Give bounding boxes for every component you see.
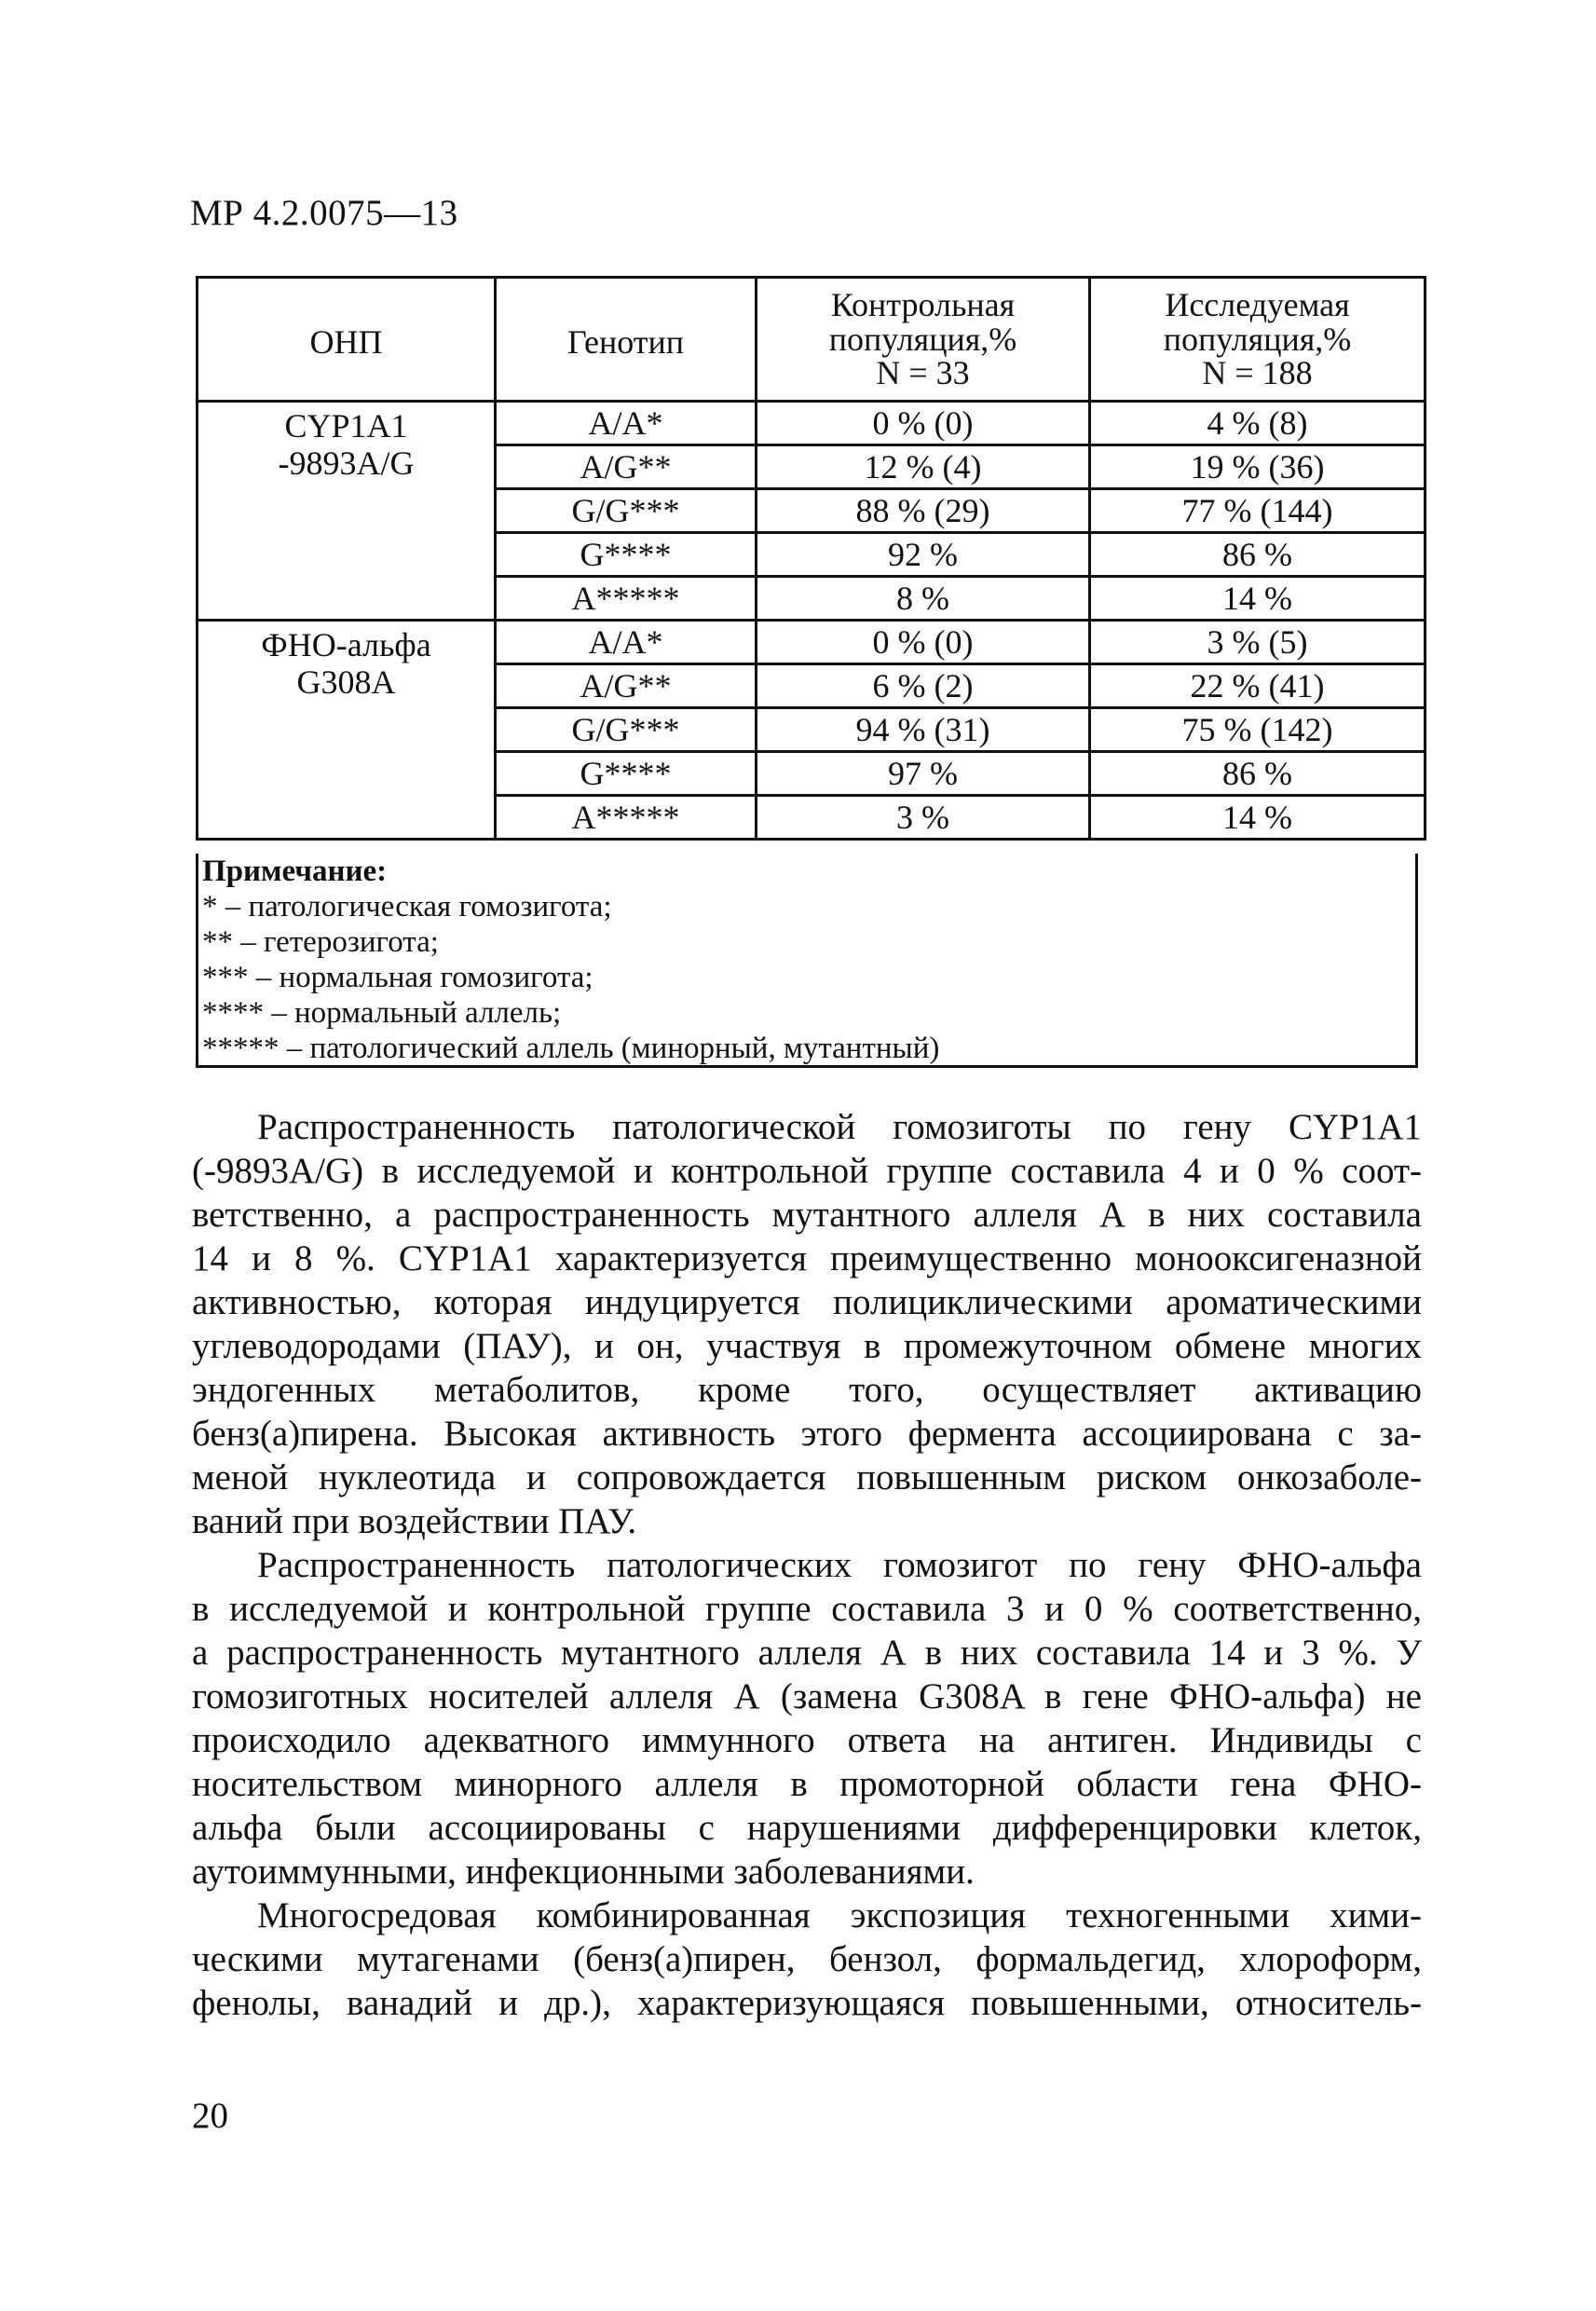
control-cell: 94 % (31) (757, 708, 1090, 752)
study-cell: 86 % (1090, 533, 1425, 577)
genotype-cell: A/G** (496, 664, 757, 708)
table-row (198, 621, 1425, 664)
document-code: МР 4.2.0075—13 (190, 193, 458, 233)
control-cell: 88 % (29) (757, 489, 1090, 533)
control-cell: 0 % (0) (757, 621, 1090, 664)
note-item: * – патологическая гомозигота; (202, 890, 612, 923)
column-header-control: Контрольная популяция,% N = 33 (757, 278, 1090, 402)
genotype-cell: A***** (496, 796, 757, 840)
note-title: Примечание: (202, 855, 388, 888)
control-cell: 8 % (757, 577, 1090, 621)
snp-cell-cyp1a1: CYP1A1 -9893A/G (198, 402, 496, 621)
control-cell: 12 % (4) (757, 445, 1090, 489)
study-cell: 14 % (1090, 577, 1425, 621)
table-header-row (198, 278, 1425, 402)
note-item: *** – нормальная гомозигота; (202, 961, 593, 994)
control-cell: 92 % (757, 533, 1090, 577)
study-cell: 4 % (8) (1090, 402, 1425, 445)
genotype-cell: G**** (496, 752, 757, 796)
column-header-snp: ОНП (198, 278, 496, 402)
study-cell: 75 % (142) (1090, 708, 1425, 752)
snp-cell-tnf-alpha: ФНО-альфа G308A (198, 621, 496, 840)
note-item: ** – гетерозигота; (202, 925, 439, 959)
column-header-study: Исследуемая популяция,% N = 188 (1090, 278, 1425, 402)
genotype-cell: A***** (496, 577, 757, 621)
study-cell: 3 % (5) (1090, 621, 1425, 664)
study-cell: 14 % (1090, 796, 1425, 840)
genotype-table-wrapper (196, 276, 1424, 841)
study-cell: 19 % (36) (1090, 445, 1425, 489)
control-cell: 3 % (757, 796, 1090, 840)
control-cell: 97 % (757, 752, 1090, 796)
column-header-genotype: Генотип (496, 278, 757, 402)
genotype-cell: A/A* (496, 402, 757, 445)
study-cell: 22 % (41) (1090, 664, 1425, 708)
genotype-cell: A/A* (496, 621, 757, 664)
paragraph-tnf-alpha: Распространенность патологических гомозигот по гену ФНО-альфа в исследуемой и контрольной группе составила 3 и 0 % соответственно, а распространенность мутантного аллеля А в них составила 14 и 3 %. У гомозиготных носителей аллеля А (замена G308A в гене ФНО-альфа) не происходило адекватного иммунного ответа на антиген. Индивиды с носительством минорного аллеля в промоторной области гена ФНО- альфа были ассоциированы с нарушениями дифференцировки клеток, аутоиммунными, инфекционными заболеваниями. (192, 1545, 1422, 1892)
study-cell: 86 % (1090, 752, 1425, 796)
genotype-cell: G/G*** (496, 489, 757, 533)
genotype-cell: A/G** (496, 445, 757, 489)
table-note (196, 854, 1418, 1068)
note-item: **** – нормальный аллель; (202, 996, 562, 1030)
genotype-cell: G/G*** (496, 708, 757, 752)
paragraph-cyp1a1: Распространенность патологической гомозиготы по гену CYP1A1 (-9893A/G) в исследуемой и контрольной группе составила 4 и 0 % соот- ветственно, а распространенность мутантного аллеля А в них составила 14 и 8 %. CYP1A1 характеризуется преимущественно монооксигеназной активностью, которая индуцируется полициклическими ароматическими углеводородами (ПАУ), и он, участвуя в промежуточном обмене многих эндогенных метаболитов, кроме того, осуществляет активацию бенз(а)пирена. Высокая активность этого фермента ассоциирована с за- меной нуклеотида и сопровождается повышенным риском онкозаболе- ваний при воздействии ПАУ. (192, 1107, 1422, 1541)
page-number: 20 (192, 2096, 228, 2136)
paragraph-exposure: Многосредовая комбинированная экспозиция техногенными хими- ческими мутагенами (бенз(а)пирен, бензол, формальдегид, хлороформ, фенолы, ванадий и др.), характеризующаяся повышенными, относитель- (192, 1895, 1422, 2023)
control-cell: 6 % (2) (757, 664, 1090, 708)
study-cell: 77 % (144) (1090, 489, 1425, 533)
genotype-frequency-table (196, 276, 1426, 841)
note-item: ***** – патологический аллель (минорный, мутантный) (202, 1032, 940, 1065)
control-cell: 0 % (0) (757, 402, 1090, 445)
table-row (198, 402, 1425, 445)
genotype-cell: G**** (496, 533, 757, 577)
